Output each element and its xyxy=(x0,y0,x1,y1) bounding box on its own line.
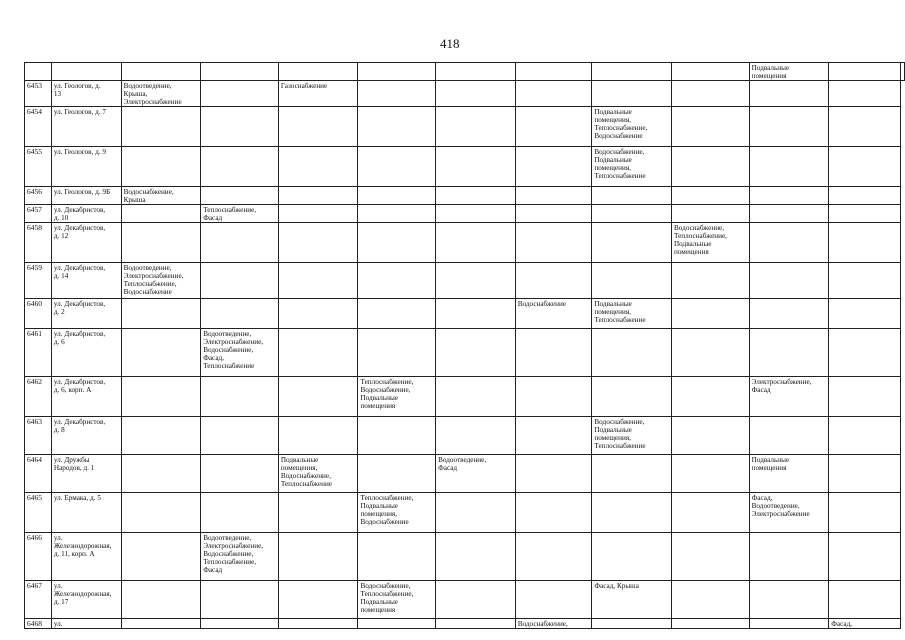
work-type-cell xyxy=(436,187,516,205)
row-number xyxy=(25,63,52,81)
work-type-cell xyxy=(515,533,592,581)
work-type-cell xyxy=(829,493,901,533)
row-number: 6465 xyxy=(25,493,52,533)
row-number: 6460 xyxy=(25,299,52,329)
work-type-cell xyxy=(749,223,829,263)
table-row xyxy=(25,63,905,81)
table-row xyxy=(25,619,905,629)
address-cell: ул. Железнодорожная, д. 11, корп. А xyxy=(51,533,121,581)
work-type-cell xyxy=(671,63,749,81)
address-cell: ул. Декабристов, д. 14 xyxy=(51,263,121,299)
work-type-cell xyxy=(829,63,901,81)
work-type-cell: Водоотведение, Крыша, Электроснабжение xyxy=(121,81,201,107)
table-row xyxy=(25,329,905,377)
work-type-cell: Теплоснабжение, Фасад xyxy=(201,205,279,223)
work-type-cell xyxy=(358,107,436,147)
work-type-cell xyxy=(358,455,436,493)
table-row xyxy=(25,147,905,187)
work-type-cell xyxy=(121,417,201,455)
work-type-cell xyxy=(201,187,279,205)
work-type-cell xyxy=(121,329,201,377)
work-type-cell xyxy=(829,187,901,205)
address-cell: ул. Геологов, д. 13 xyxy=(51,81,121,107)
work-type-cell: Теплоснабжение, Подвальные помещения, Водоснабжение xyxy=(358,493,436,533)
work-type-cell xyxy=(829,205,901,223)
work-type-cell xyxy=(749,205,829,223)
address-cell: ул. Декабристов, д. 2 xyxy=(51,299,121,329)
work-type-cell xyxy=(829,107,901,147)
row-number: 6466 xyxy=(25,533,52,581)
table-row xyxy=(25,223,905,263)
work-type-cell xyxy=(515,263,592,299)
address-cell: ул. Декабристов, д. 8 xyxy=(51,417,121,455)
work-type-cell xyxy=(358,63,436,81)
work-type-cell xyxy=(515,377,592,417)
work-type-cell xyxy=(121,299,201,329)
work-type-cell: Теплоснабжение, Водоснабжение, Подвальные помещения xyxy=(358,377,436,417)
work-type-cell xyxy=(278,205,358,223)
work-type-cell xyxy=(901,63,905,81)
row-number: 6459 xyxy=(25,263,52,299)
work-type-cell xyxy=(592,493,672,533)
work-type-cell xyxy=(829,263,901,299)
work-type-cell xyxy=(515,205,592,223)
work-type-cell xyxy=(201,147,279,187)
row-number: 6467 xyxy=(25,581,52,619)
work-type-cell xyxy=(201,263,279,299)
work-type-cell xyxy=(671,205,749,223)
work-type-cell xyxy=(436,63,516,81)
work-type-cell xyxy=(515,455,592,493)
table-row xyxy=(25,299,905,329)
work-type-cell xyxy=(436,493,516,533)
work-type-cell: Водоснабжение, Теплоснабжение, Подвальные помещения xyxy=(671,223,749,263)
work-type-cell xyxy=(436,107,516,147)
work-type-cell xyxy=(829,377,901,417)
work-type-cell xyxy=(671,299,749,329)
work-type-cell xyxy=(121,619,201,629)
row-number: 6453 xyxy=(25,81,52,107)
work-type-cell xyxy=(829,329,901,377)
work-type-cell xyxy=(436,147,516,187)
work-type-cell xyxy=(201,377,279,417)
work-type-cell xyxy=(121,147,201,187)
work-type-cell: Фасад, Водоотведение, Электроснабжение xyxy=(749,493,829,533)
address-cell: ул. Геологов, д. 9 xyxy=(51,147,121,187)
work-type-cell xyxy=(358,205,436,223)
work-type-cell: Водоотведение, Электроснабжение, Водоснабжение, Фасад, Теплоснабжение xyxy=(201,329,279,377)
work-type-cell xyxy=(121,107,201,147)
table-row xyxy=(25,417,905,455)
work-type-cell: Фасад, xyxy=(829,619,901,629)
work-type-cell xyxy=(749,81,829,107)
work-type-cell: Водоснабжение, xyxy=(515,619,592,629)
work-type-cell xyxy=(671,455,749,493)
address-cell: ул. Декабристов, д. 6, корп. А xyxy=(51,377,121,417)
work-type-cell xyxy=(121,493,201,533)
work-type-cell xyxy=(201,581,279,619)
work-type-cell xyxy=(358,619,436,629)
work-type-cell: Подвальные помещения, Теплоснабжение, Водоснабжение xyxy=(592,107,672,147)
work-type-cell xyxy=(592,619,672,629)
work-type-cell xyxy=(592,63,672,81)
work-type-cell xyxy=(436,619,516,629)
work-type-cell xyxy=(436,377,516,417)
work-type-cell xyxy=(829,223,901,263)
work-type-cell xyxy=(749,263,829,299)
table-row xyxy=(25,107,905,147)
work-type-cell: Подвальные помещения xyxy=(749,455,829,493)
work-type-cell xyxy=(592,223,672,263)
work-type-cell xyxy=(829,81,901,107)
work-type-cell xyxy=(201,107,279,147)
work-type-cell xyxy=(671,377,749,417)
work-type-cell xyxy=(121,223,201,263)
work-type-cell xyxy=(671,493,749,533)
table-row xyxy=(25,493,905,533)
work-type-cell xyxy=(515,417,592,455)
work-type-cell xyxy=(671,329,749,377)
table-row xyxy=(25,205,905,223)
work-type-cell xyxy=(201,299,279,329)
row-number: 6464 xyxy=(25,455,52,493)
address-cell: ул. Железнодорожная, д. 17 xyxy=(51,581,121,619)
table-row xyxy=(25,187,905,205)
work-type-cell xyxy=(436,205,516,223)
row-number: 6468 xyxy=(25,619,52,629)
work-type-cell xyxy=(358,81,436,107)
work-type-cell xyxy=(436,329,516,377)
work-type-cell xyxy=(201,223,279,263)
work-type-cell: Фасад, Крыша xyxy=(592,581,672,619)
address-cell: ул. Декабристов, д. 6 xyxy=(51,329,121,377)
address-cell: ул. Геологов, д. 9Б xyxy=(51,187,121,205)
work-type-cell: Водоснабжение, Теплоснабжение, Подвальные помещения xyxy=(358,581,436,619)
address-cell: ул. Дружбы Народов, д. 1 xyxy=(51,455,121,493)
table-row xyxy=(25,581,905,619)
work-type-cell: Водоотведение, Электроснабжение, Теплоснабжение, Водоснабжение xyxy=(121,263,201,299)
work-type-cell xyxy=(515,63,592,81)
work-type-cell xyxy=(278,417,358,455)
table-row xyxy=(25,377,905,417)
work-type-cell: Водоотведение, Электроснабжение, Водоснабжение, Теплоснабжение, Фасад xyxy=(201,533,279,581)
work-type-cell xyxy=(358,417,436,455)
address-cell xyxy=(51,63,121,81)
work-type-cell xyxy=(592,377,672,417)
work-type-cell xyxy=(278,581,358,619)
work-type-cell xyxy=(829,147,901,187)
work-type-cell xyxy=(201,63,279,81)
work-type-cell xyxy=(829,533,901,581)
work-type-cell xyxy=(749,581,829,619)
work-type-cell xyxy=(201,455,279,493)
row-number: 6458 xyxy=(25,223,52,263)
work-type-cell xyxy=(278,147,358,187)
work-type-cell: Водоотведение, Фасад xyxy=(436,455,516,493)
work-type-cell xyxy=(671,81,749,107)
work-type-cell xyxy=(358,223,436,263)
work-type-cell xyxy=(278,533,358,581)
work-type-cell xyxy=(671,619,749,629)
work-type-cell: Подвальные помещения, Водоснабжение, Теплоснабжение xyxy=(278,455,358,493)
work-type-cell xyxy=(671,147,749,187)
work-type-cell xyxy=(201,81,279,107)
work-type-cell xyxy=(278,263,358,299)
work-type-cell xyxy=(749,329,829,377)
work-type-cell xyxy=(749,107,829,147)
work-type-cell xyxy=(749,533,829,581)
work-type-cell xyxy=(749,147,829,187)
work-type-cell xyxy=(671,107,749,147)
work-type-cell xyxy=(358,533,436,581)
work-type-cell xyxy=(515,147,592,187)
row-number: 6462 xyxy=(25,377,52,417)
work-type-cell xyxy=(436,533,516,581)
address-cell: ул. Ермака, д. 5 xyxy=(51,493,121,533)
row-number: 6463 xyxy=(25,417,52,455)
work-type-cell xyxy=(278,107,358,147)
work-type-cell xyxy=(671,187,749,205)
work-type-cell: Подвальные помещения, Теплоснабжение xyxy=(592,299,672,329)
work-type-cell xyxy=(829,299,901,329)
work-type-cell xyxy=(671,263,749,299)
work-type-cell: Водоснабжение, Крыша xyxy=(121,187,201,205)
work-type-cell xyxy=(515,493,592,533)
row-number: 6454 xyxy=(25,107,52,147)
work-type-cell xyxy=(436,417,516,455)
work-type-cell xyxy=(121,581,201,619)
work-type-cell xyxy=(592,187,672,205)
work-type-cell xyxy=(201,493,279,533)
work-type-cell xyxy=(515,107,592,147)
work-type-cell xyxy=(749,299,829,329)
table-row xyxy=(25,455,905,493)
work-type-cell xyxy=(278,377,358,417)
work-type-cell xyxy=(592,81,672,107)
address-cell: ул. Декабристов, д. 12 xyxy=(51,223,121,263)
work-type-cell xyxy=(278,329,358,377)
work-type-cell xyxy=(515,187,592,205)
work-type-cell xyxy=(829,455,901,493)
work-type-cell xyxy=(121,455,201,493)
work-type-cell xyxy=(515,223,592,263)
work-type-cell xyxy=(436,223,516,263)
work-type-cell xyxy=(592,329,672,377)
work-type-cell xyxy=(358,263,436,299)
work-type-cell: Водоснабжение xyxy=(515,299,592,329)
work-type-cell: Водоснабжение, Подвальные помещения, Теплоснабжение xyxy=(592,417,672,455)
work-type-cell xyxy=(121,63,201,81)
work-type-cell xyxy=(278,619,358,629)
work-type-cell xyxy=(358,187,436,205)
work-type-cell xyxy=(592,455,672,493)
work-type-cell xyxy=(358,329,436,377)
work-type-cell xyxy=(201,619,279,629)
work-type-cell xyxy=(278,493,358,533)
work-type-cell xyxy=(515,581,592,619)
work-type-cell xyxy=(749,417,829,455)
row-number: 6455 xyxy=(25,147,52,187)
address-cell: ул. Геологов, д. 7 xyxy=(51,107,121,147)
address-cell: ул. xyxy=(51,619,121,629)
works-table xyxy=(24,62,905,629)
row-number: 6461 xyxy=(25,329,52,377)
work-type-cell xyxy=(592,533,672,581)
work-type-cell: Электроснабжение, Фасад xyxy=(749,377,829,417)
work-type-cell xyxy=(592,205,672,223)
work-type-cell: Водоснабжение, Подвальные помещения, Теплоснабжение xyxy=(592,147,672,187)
work-type-cell xyxy=(278,223,358,263)
page-number: 418 xyxy=(440,36,460,51)
work-type-cell xyxy=(829,581,901,619)
work-type-cell xyxy=(121,205,201,223)
work-type-cell xyxy=(515,329,592,377)
work-type-cell xyxy=(749,187,829,205)
work-type-cell xyxy=(829,417,901,455)
work-type-cell xyxy=(592,263,672,299)
work-type-cell xyxy=(671,417,749,455)
work-type-cell xyxy=(436,263,516,299)
work-type-cell xyxy=(436,81,516,107)
work-type-cell xyxy=(121,377,201,417)
work-type-cell xyxy=(201,417,279,455)
work-type-cell xyxy=(121,533,201,581)
work-type-cell xyxy=(671,533,749,581)
work-type-cell xyxy=(436,581,516,619)
work-type-cell xyxy=(358,147,436,187)
work-type-cell xyxy=(278,63,358,81)
work-type-cell: Подвальные помещения xyxy=(749,63,829,81)
table-row xyxy=(25,81,905,107)
row-number: 6456 xyxy=(25,187,52,205)
work-type-cell xyxy=(749,619,829,629)
table-row xyxy=(25,533,905,581)
work-type-cell: Газоснабжение xyxy=(278,81,358,107)
work-type-cell xyxy=(278,187,358,205)
row-number: 6457 xyxy=(25,205,52,223)
work-type-cell xyxy=(278,299,358,329)
work-type-cell xyxy=(358,299,436,329)
work-type-cell xyxy=(671,581,749,619)
table-row xyxy=(25,263,905,299)
work-type-cell xyxy=(436,299,516,329)
work-type-cell xyxy=(515,81,592,107)
address-cell: ул. Декабристов, д. 10 xyxy=(51,205,121,223)
